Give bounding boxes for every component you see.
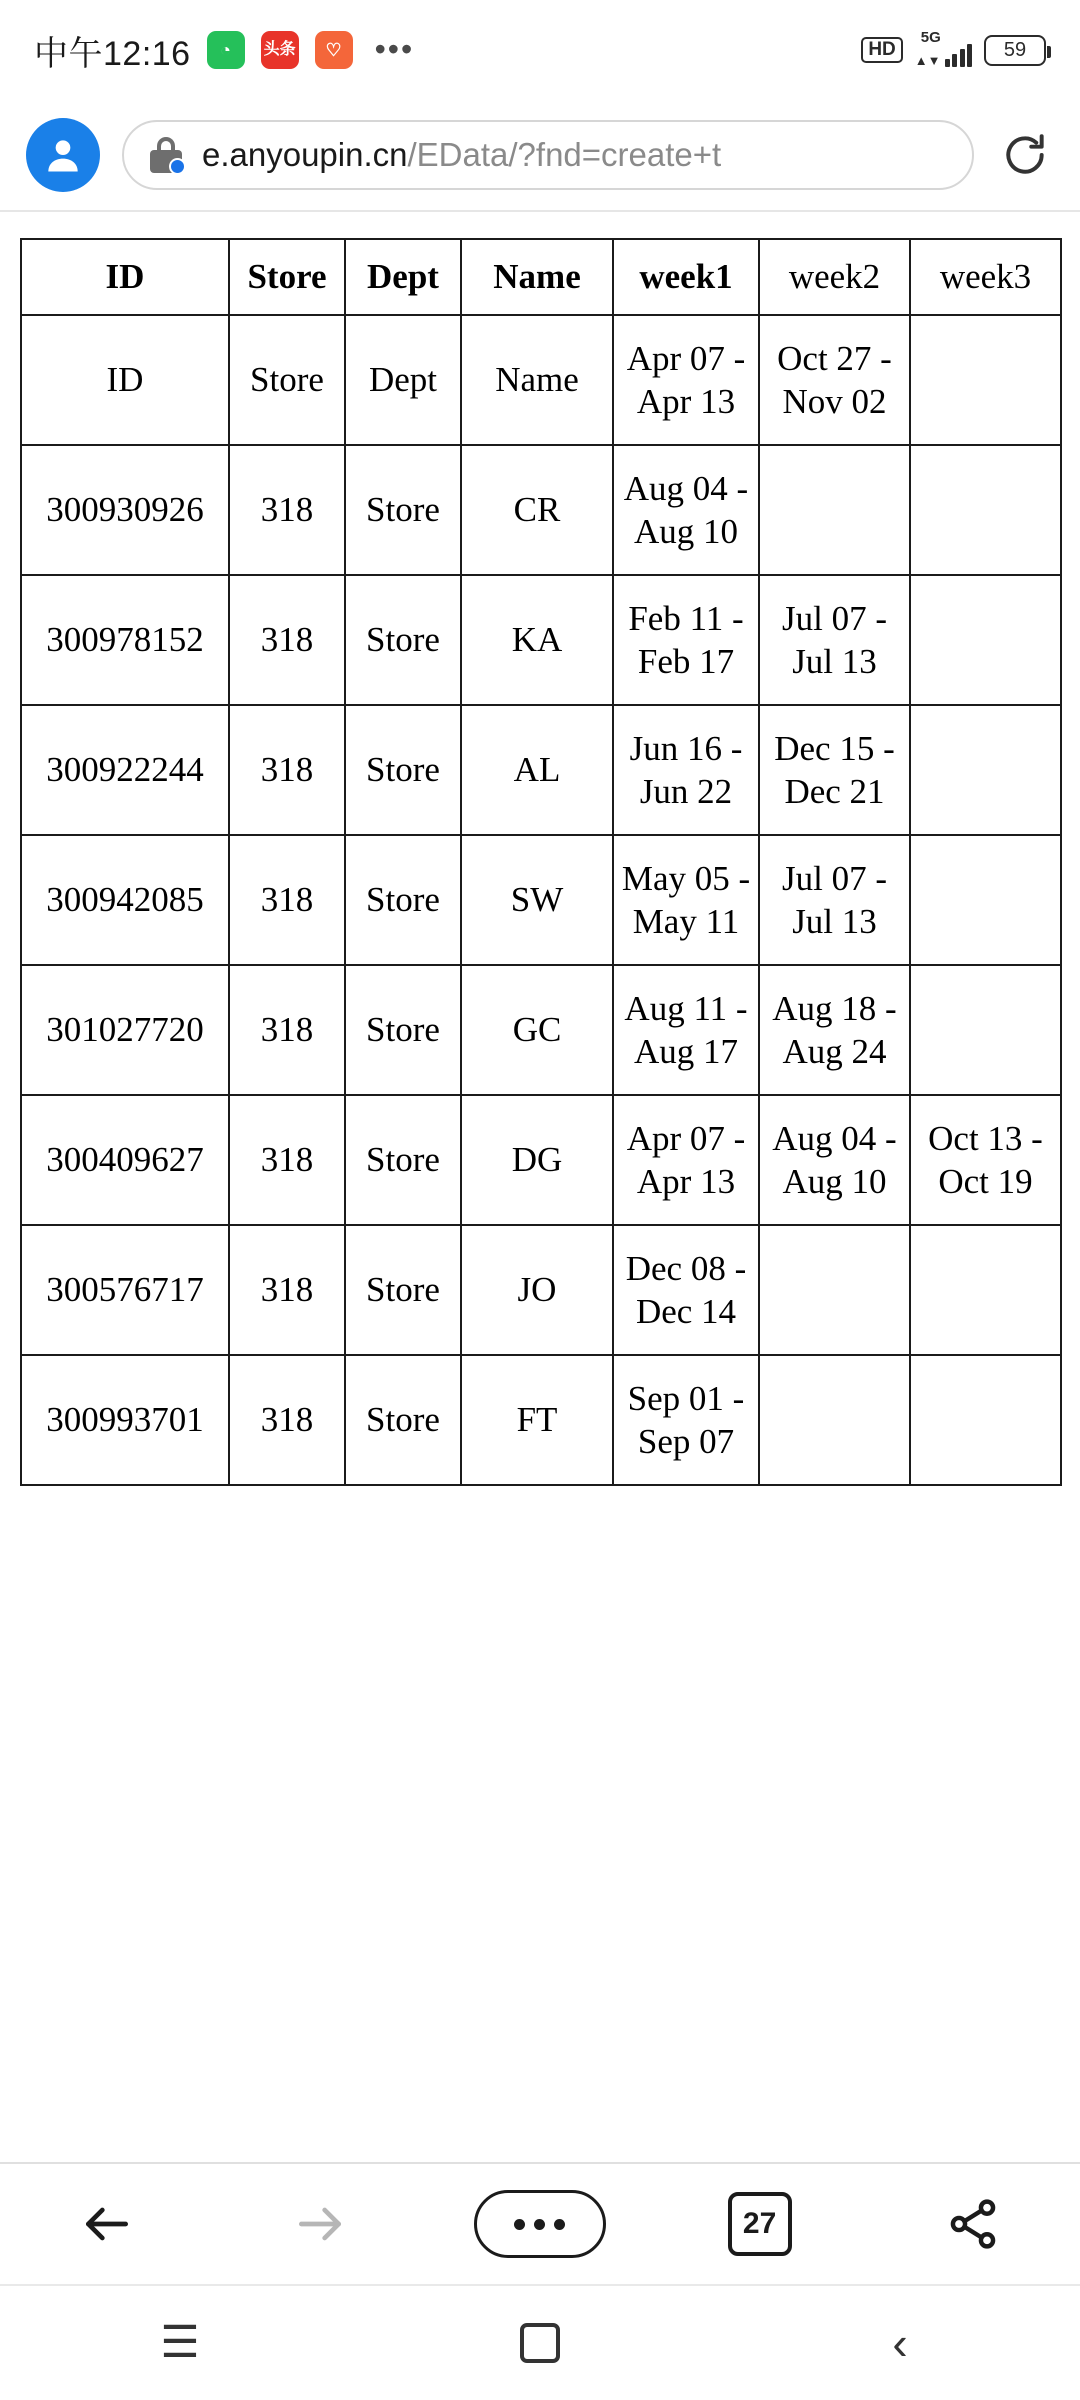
table-row[interactable] xyxy=(21,1095,1061,1225)
cell-store: 318 xyxy=(229,1355,345,1485)
cell-week1: Apr 07 - Apr 13 xyxy=(613,315,759,445)
cell-week3 xyxy=(910,1225,1061,1355)
cell-id: 300930926 xyxy=(21,445,229,575)
cell-id: 300978152 xyxy=(21,575,229,705)
cell-store: 318 xyxy=(229,445,345,575)
cell-dept: Store xyxy=(345,835,461,965)
share-icon xyxy=(945,2196,1001,2252)
browser-menu-button[interactable] xyxy=(474,2190,606,2258)
url-path: /EData/?fnd=create+t xyxy=(407,136,722,173)
nav-recents-button[interactable] xyxy=(105,2298,255,2388)
cell-week1: Aug 11 - Aug 17 xyxy=(613,965,759,1095)
cell-store: 318 xyxy=(229,965,345,1095)
cell-week1: May 05 - May 11 xyxy=(613,835,759,965)
menu-dot-icon xyxy=(514,2219,525,2230)
cell-week2: Aug 04 - Aug 10 xyxy=(759,1095,910,1225)
col-header-dept[interactable]: Dept xyxy=(345,239,461,315)
cell-week3 xyxy=(910,835,1061,965)
cell-store: Store xyxy=(229,315,345,445)
cell-name: CR xyxy=(461,445,613,575)
status-clock: 中午12:16 xyxy=(34,34,191,73)
cell-dept: Store xyxy=(345,1095,461,1225)
table-row[interactable] xyxy=(21,835,1061,965)
cell-dept: Store xyxy=(345,965,461,1095)
cell-id: ID xyxy=(21,315,229,445)
secure-lock-icon xyxy=(150,137,184,173)
cell-name: KA xyxy=(461,575,613,705)
cell-week1: Jun 16 - Jun 22 xyxy=(613,705,759,835)
recents-icon: ☰ xyxy=(160,2318,200,2367)
cell-store: 318 xyxy=(229,1095,345,1225)
home-icon xyxy=(520,2323,560,2363)
table-row[interactable] xyxy=(21,575,1061,705)
status-bar xyxy=(0,0,1080,100)
cell-store: 318 xyxy=(229,575,345,705)
cell-week2: Jul 07 - Jul 13 xyxy=(759,835,910,965)
cell-store: 318 xyxy=(229,705,345,835)
cell-id: 301027720 xyxy=(21,965,229,1095)
cell-dept: Store xyxy=(345,575,461,705)
cell-week2: Aug 18 - Aug 24 xyxy=(759,965,910,1095)
cell-week2 xyxy=(759,1225,910,1355)
arrow-right-icon xyxy=(292,2196,348,2252)
battery-level-label: 59 xyxy=(1003,38,1027,61)
toutiao-app-icon: 头条 xyxy=(261,31,299,69)
cell-store: 318 xyxy=(229,1225,345,1355)
person-icon xyxy=(41,133,85,177)
cell-id: 300942085 xyxy=(21,835,229,965)
web-page-content[interactable] xyxy=(0,212,1080,2162)
cell-week2 xyxy=(759,445,910,575)
browser-tabs-button[interactable] xyxy=(700,2176,820,2272)
cell-name: SW xyxy=(461,835,613,965)
status-bar-right xyxy=(861,29,1046,68)
cell-week3 xyxy=(910,315,1061,445)
browser-toolbar xyxy=(0,2162,1080,2284)
orange-app-icon: ♡ xyxy=(315,31,353,69)
android-nav-bar xyxy=(0,2284,1080,2400)
url-text xyxy=(202,136,721,174)
cell-week1: Sep 01 - Sep 07 xyxy=(613,1355,759,1485)
col-header-name[interactable]: Name xyxy=(461,239,613,315)
cell-week2 xyxy=(759,1355,910,1485)
cell-name: AL xyxy=(461,705,613,835)
hd-icon: HD xyxy=(861,37,902,63)
col-header-store[interactable]: Store xyxy=(229,239,345,315)
cell-week1: Aug 04 - Aug 10 xyxy=(613,445,759,575)
tab-count-badge: 27 xyxy=(728,2192,792,2256)
back-chevron-icon: ‹ xyxy=(892,2317,908,2369)
browser-back-button[interactable] xyxy=(47,2176,167,2272)
browser-forward-button[interactable] xyxy=(260,2176,380,2272)
col-header-week2[interactable]: week2 xyxy=(759,239,910,315)
green-app-icon: ◔ xyxy=(207,31,245,69)
table-row[interactable] xyxy=(21,445,1061,575)
cell-week3 xyxy=(910,575,1061,705)
cell-dept: Store xyxy=(345,445,461,575)
cell-name: Name xyxy=(461,315,613,445)
cell-week2: Oct 27 - Nov 02 xyxy=(759,315,910,445)
battery-icon xyxy=(984,35,1046,66)
reload-icon xyxy=(1000,130,1050,180)
cell-store: 318 xyxy=(229,835,345,965)
nav-home-button[interactable] xyxy=(465,2298,615,2388)
cell-name: JO xyxy=(461,1225,613,1355)
col-header-id[interactable]: ID xyxy=(21,239,229,315)
signal-icon xyxy=(914,29,972,68)
cell-id: 300922244 xyxy=(21,705,229,835)
cell-dept: Store xyxy=(345,1355,461,1485)
cell-week3 xyxy=(910,1355,1061,1485)
cell-name: GC xyxy=(461,965,613,1095)
col-header-week1[interactable]: week1 xyxy=(613,239,759,315)
signal-bars-icon xyxy=(945,34,973,67)
cell-week3 xyxy=(910,965,1061,1095)
status-overflow-icon: ••• xyxy=(374,31,415,68)
cell-week3 xyxy=(910,445,1061,575)
status-bar-left xyxy=(34,26,414,75)
menu-dot-icon xyxy=(534,2219,545,2230)
cell-week3: Oct 13 - Oct 19 xyxy=(910,1095,1061,1225)
employee-week-table xyxy=(20,238,1062,1486)
table-row[interactable] xyxy=(21,315,1061,445)
cell-week2: Jul 07 - Jul 13 xyxy=(759,575,910,705)
cell-week1: Feb 11 - Feb 17 xyxy=(613,575,759,705)
network-type-label: 5G xyxy=(920,29,941,46)
table-header-row xyxy=(21,239,1061,315)
cell-week2: Dec 15 - Dec 21 xyxy=(759,705,910,835)
cell-dept: Store xyxy=(345,705,461,835)
cell-name: FT xyxy=(461,1355,613,1485)
data-arrows-icon: ▲▼ xyxy=(914,52,941,68)
url-host: e.anyoupin.cn xyxy=(202,136,408,173)
cell-id: 300409627 xyxy=(21,1095,229,1225)
table-row[interactable] xyxy=(21,705,1061,835)
arrow-left-icon xyxy=(79,2196,135,2252)
cell-week1: Apr 07 - Apr 13 xyxy=(613,1095,759,1225)
cell-dept: Store xyxy=(345,1225,461,1355)
url-input[interactable] xyxy=(122,120,974,190)
col-header-week3[interactable]: week3 xyxy=(910,239,1061,315)
menu-dot-icon xyxy=(554,2219,565,2230)
browser-share-button[interactable] xyxy=(913,2176,1033,2272)
cell-id: 300576717 xyxy=(21,1225,229,1355)
table-row[interactable] xyxy=(21,965,1061,1095)
nav-back-button[interactable] xyxy=(825,2298,975,2388)
table-row[interactable] xyxy=(21,1355,1061,1485)
cell-dept: Dept xyxy=(345,315,461,445)
cell-week1: Dec 08 - Dec 14 xyxy=(613,1225,759,1355)
cell-week3 xyxy=(910,705,1061,835)
profile-avatar[interactable] xyxy=(26,118,100,192)
cell-id: 300993701 xyxy=(21,1355,229,1485)
browser-url-bar xyxy=(0,100,1080,212)
table-row[interactable] xyxy=(21,1225,1061,1355)
reload-button[interactable] xyxy=(996,126,1054,184)
cell-name: DG xyxy=(461,1095,613,1225)
